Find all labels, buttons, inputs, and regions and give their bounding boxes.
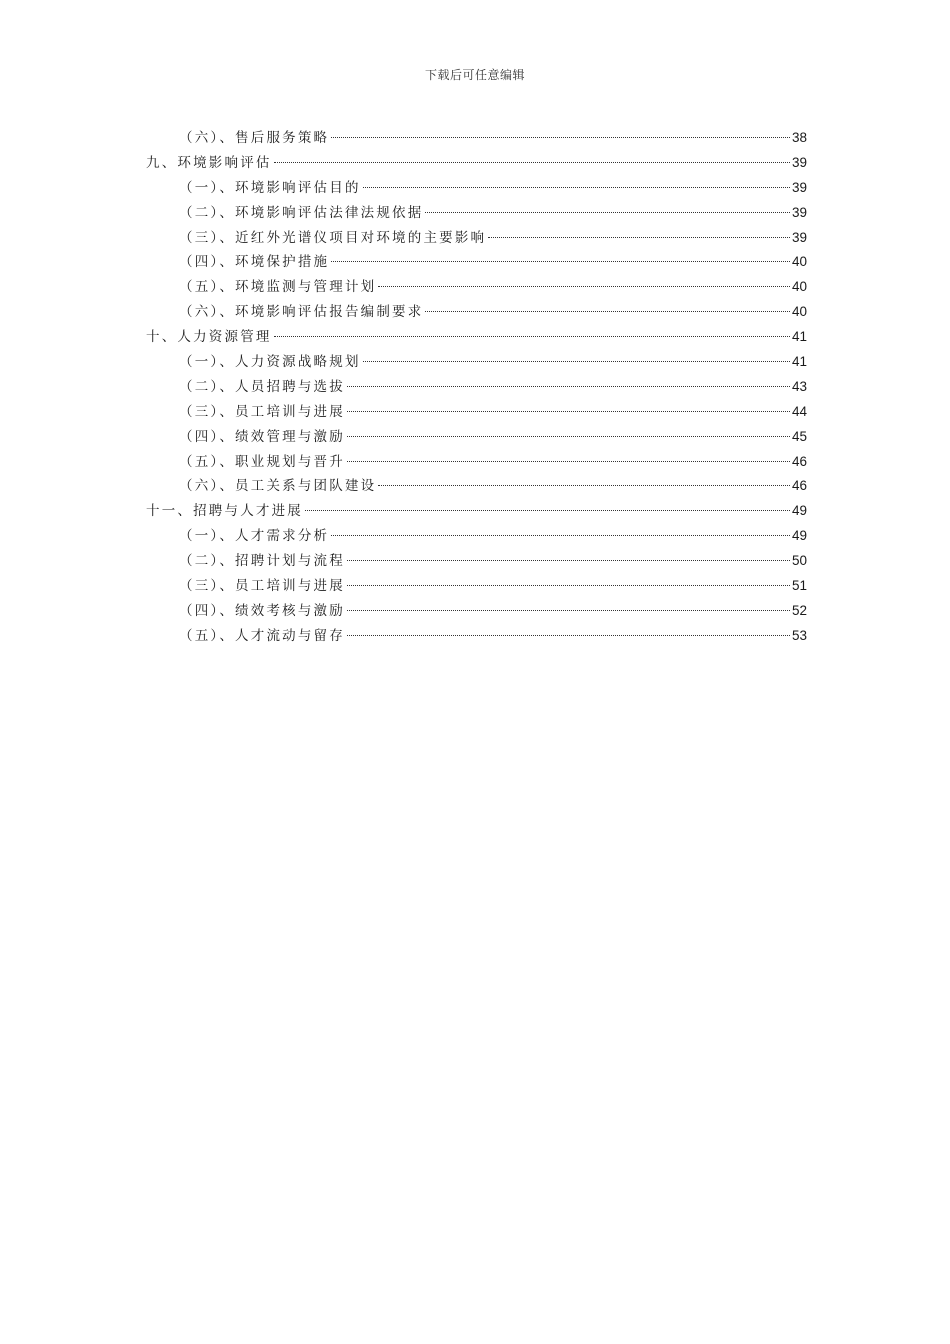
toc-dot-leader: [331, 137, 790, 138]
toc-entry[interactable]: [146, 375, 807, 400]
toc-entry-page-number: 40: [791, 279, 807, 295]
toc-entry-title: （一）、人才需求分析: [179, 528, 330, 545]
toc-entry-title: 十、人力资源管理: [146, 329, 272, 346]
toc-dot-leader: [274, 336, 790, 337]
toc-entry-page-number: 40: [791, 254, 807, 270]
toc-dot-leader: [331, 261, 790, 262]
toc-dot-leader: [363, 187, 790, 188]
toc-dot-leader: [363, 361, 790, 362]
toc-dot-leader: [378, 286, 790, 287]
toc-entry[interactable]: [146, 400, 807, 425]
toc-entry[interactable]: [146, 350, 807, 375]
toc-dot-leader: [425, 311, 790, 312]
toc-entry-page-number: 40: [791, 304, 807, 320]
toc-entry-title: （一）、人力资源战略规划: [179, 354, 361, 371]
toc-entry-page-number: 46: [791, 453, 807, 469]
toc-dot-leader: [347, 411, 790, 412]
toc-entry-page-number: 39: [791, 229, 807, 245]
toc-dot-leader: [347, 635, 790, 636]
toc-entry-page-number: 41: [791, 329, 807, 345]
toc-entry-page-number: 39: [791, 204, 807, 220]
toc-entry-title: （四）、环境保护措施: [179, 254, 330, 271]
toc-entry[interactable]: [146, 201, 807, 226]
toc-entry[interactable]: [146, 574, 807, 599]
toc-entry-title: （五）、人才流动与留存: [179, 627, 345, 644]
toc-entry-title: （三）、近红外光谱仪项目对环境的主要影响: [179, 229, 487, 246]
toc-entry-title: （六）、员工关系与团队建设: [179, 478, 377, 495]
toc-entry-page-number: 53: [791, 627, 807, 643]
toc-entry-title: （一）、环境影响评估目的: [179, 179, 361, 196]
toc-entry-page-number: 46: [791, 478, 807, 494]
page-header: 下载后可任意编辑: [424, 68, 525, 82]
toc-entry-title: 九、环境影响评估: [146, 154, 272, 171]
toc-dot-leader: [347, 461, 790, 462]
toc-dot-leader: [488, 237, 790, 238]
toc-entry-title: （六）、售后服务策略: [179, 130, 330, 146]
toc-entry-page-number: 49: [791, 528, 807, 544]
toc-dot-leader: [347, 386, 790, 387]
toc-entry-page-number: 39: [791, 154, 807, 170]
toc-entry[interactable]: [146, 549, 807, 574]
toc-entry-title: 十一、招聘与人才进展: [146, 503, 303, 520]
toc-dot-leader: [425, 212, 790, 213]
table-of-contents: [146, 126, 807, 649]
toc-dot-leader: [378, 485, 790, 486]
toc-entry-page-number: 43: [791, 378, 807, 394]
toc-entry[interactable]: [146, 499, 807, 524]
toc-entry[interactable]: [146, 450, 807, 475]
toc-entry[interactable]: [146, 624, 807, 649]
toc-entry[interactable]: [146, 325, 807, 350]
toc-dot-leader: [305, 510, 790, 511]
toc-entry[interactable]: [146, 275, 807, 300]
toc-entry-title: （六）、环境影响评估报告编制要求: [179, 304, 424, 321]
toc-dot-leader: [347, 436, 790, 437]
toc-entry-page-number: 45: [791, 428, 807, 444]
toc-entry-page-number: 41: [791, 354, 807, 370]
toc-dot-leader: [347, 610, 790, 611]
toc-dot-leader: [331, 535, 790, 536]
toc-entry[interactable]: [146, 300, 807, 325]
toc-entry[interactable]: [146, 126, 807, 151]
toc-entry-page-number: 50: [791, 553, 807, 569]
toc-dot-leader: [347, 560, 790, 561]
toc-entry-page-number: 44: [791, 403, 807, 419]
toc-entry[interactable]: [146, 425, 807, 450]
toc-entry-page-number: 51: [791, 578, 807, 594]
toc-entry[interactable]: [146, 226, 807, 251]
toc-entry-title: （五）、环境监测与管理计划: [179, 279, 377, 296]
toc-entry-title: （二）、招聘计划与流程: [179, 553, 345, 570]
toc-entry[interactable]: [146, 599, 807, 624]
toc-entry-title: （二）、人员招聘与选拔: [179, 378, 345, 395]
toc-dot-leader: [274, 162, 790, 163]
toc-entry[interactable]: [146, 474, 807, 499]
toc-entry-title: （二）、环境影响评估法律法规依据: [179, 204, 424, 221]
toc-entry-page-number: 38: [791, 130, 807, 145]
toc-dot-leader: [347, 585, 790, 586]
toc-entry-title: （四）、绩效管理与激励: [179, 428, 345, 445]
toc-entry-page-number: 52: [791, 602, 807, 618]
toc-entry-title: （三）、员工培训与进展: [179, 578, 345, 595]
toc-entry-title: （四）、绩效考核与激励: [179, 602, 345, 619]
toc-entry[interactable]: [146, 524, 807, 549]
toc-entry-page-number: 39: [791, 179, 807, 195]
toc-entry-title: （五）、职业规划与晋升: [179, 453, 345, 470]
toc-entry[interactable]: [146, 151, 807, 176]
toc-entry-page-number: 49: [791, 503, 807, 519]
toc-entry[interactable]: [146, 176, 807, 201]
toc-entry-title: （三）、员工培训与进展: [179, 403, 345, 420]
toc-entry[interactable]: [146, 250, 807, 275]
